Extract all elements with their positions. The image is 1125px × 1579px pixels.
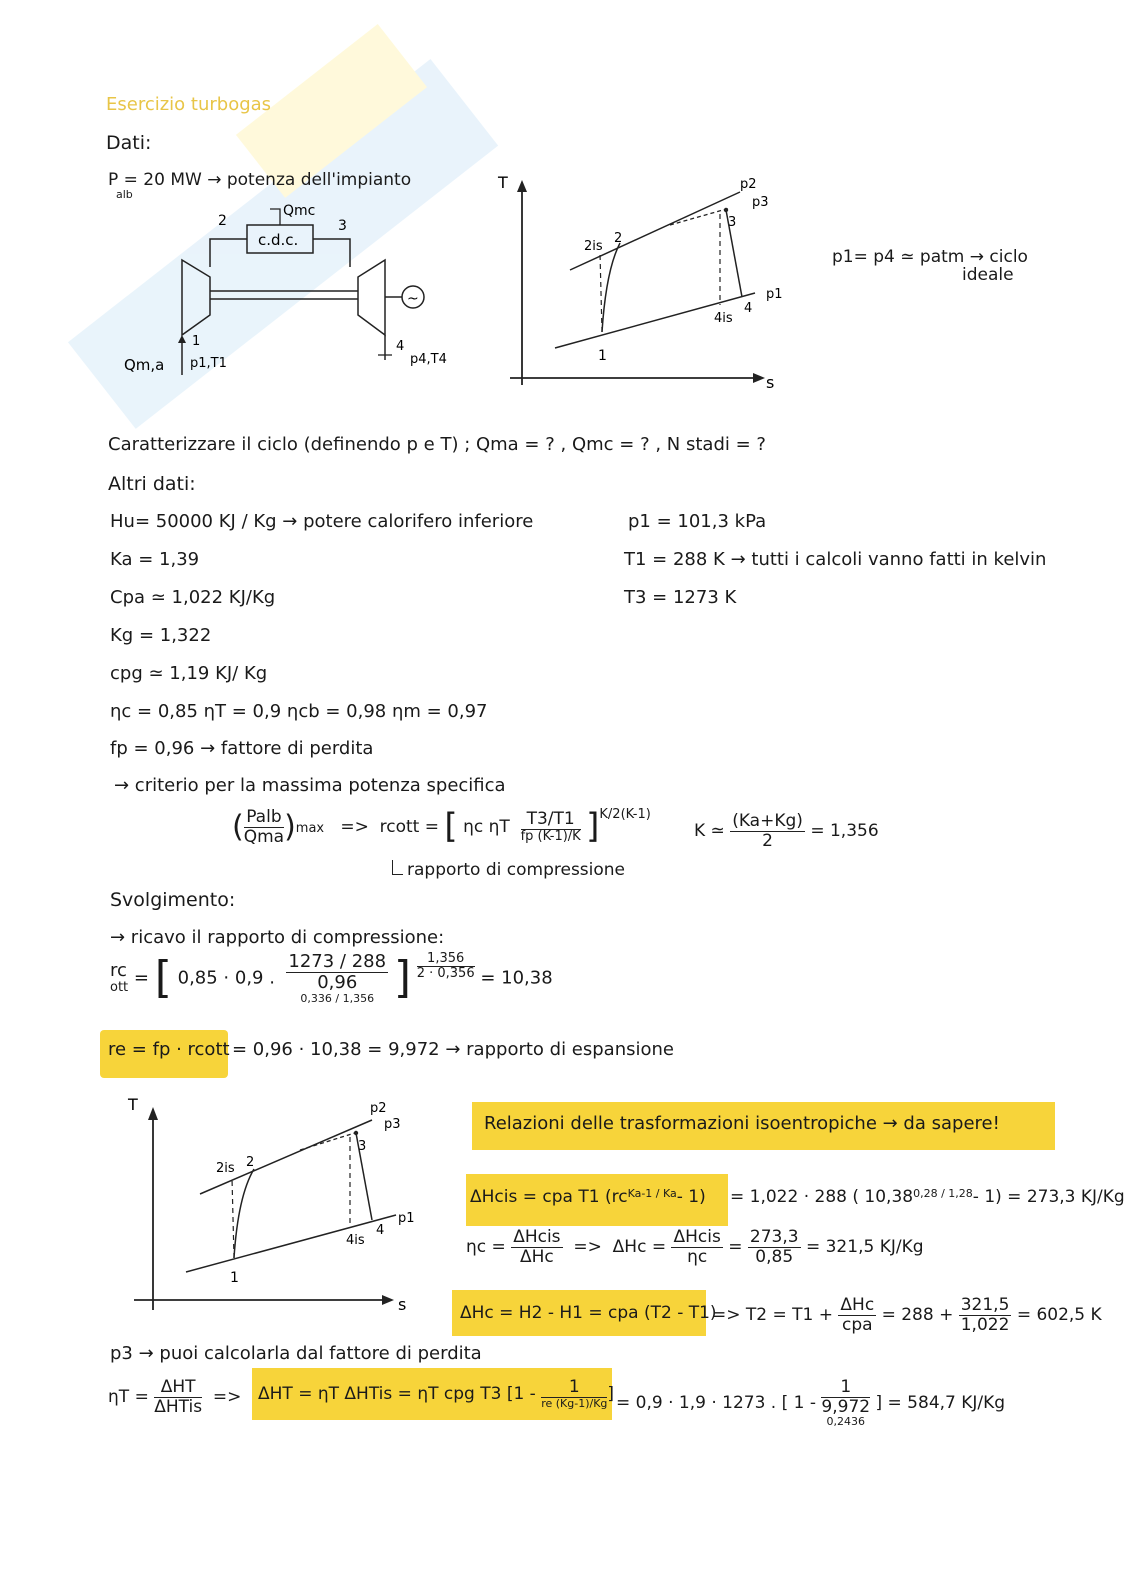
inlet-state-label: p1,T1 (190, 356, 227, 371)
outlet-state-label: p4,T4 (410, 352, 447, 367)
dhcis-formula: ΔHcis = cpa T1 ($rc^{Ka-1 / Ka}-$ 1) (470, 1187, 706, 1207)
data-cpa: Cpa ≃ 1,022 KJ/Kg (110, 587, 276, 608)
t2-calculation: => T2 = T1 + $\frac{\text{ΔHc}}{\text{cpa}}$ = 288 + $\frac{321,5}{1,022}$ = 602,5 K (712, 1295, 1102, 1335)
plant-schematic (110, 195, 447, 380)
qma-label: Qm,a (124, 356, 165, 374)
data-p1: p1 = 101,3 kPa (628, 511, 767, 532)
s-axis-label-2: s (398, 1295, 407, 1314)
ricavo-line: → ricavo il rapporto di compressione: (110, 927, 445, 948)
task-line: Caratterizzare il ciclo (definendo p e T) ; Qma = ? , Qmc = ? , N stadi = ? (108, 434, 766, 455)
etac-line: ηc = $\frac{\text{ΔHcis}}{\text{ΔHc}}$ => ΔHc = $\frac{\text{ΔHcis}}{\eta c}$ = $\frac{273,3}{0,85}$ = 321,5 KJ/Kg (466, 1227, 924, 1267)
data-ka: Ka = 1,39 (110, 549, 200, 570)
re-result: = 0,96 · 10,38 = 9,972 → rapporto di espansione (232, 1039, 674, 1060)
dhc-formula: ΔHc = H2 - H1 = cpa (T2 - T1) (460, 1303, 717, 1323)
dht-formula: ΔHT = ηT ΔHTis = ηT cpg T3 [1 - $\frac{1}{re (Kg-1)/Kg}$ ] (258, 1377, 615, 1410)
point-2-2: 2 (246, 1155, 255, 1170)
data-t1: T1 = 288 K → tutti i calcoli vanno fatti in kelvin (624, 549, 1047, 570)
re-formula: re = fp · rcott (108, 1039, 230, 1060)
palb-line: P = 20 MW → potenza dell'impianto (108, 170, 412, 190)
p1-label: p1 (766, 287, 783, 302)
t-axis-label-2: T (128, 1095, 138, 1114)
point-1-2: 1 (230, 1270, 239, 1286)
ts-diagram-top (490, 170, 790, 395)
dhcis-result: = 1,022 · 288 ( $10,38^{0,28 / 1,28}-$ 1) = 273,3 KJ/Kg (730, 1187, 1125, 1207)
point-2is-2: 2is (216, 1161, 235, 1176)
point-3: 3 (728, 215, 737, 230)
t-axis-label: T (498, 173, 508, 192)
point-4is: 4is (714, 311, 733, 326)
ideal-note-2: ideale (962, 265, 1014, 285)
compressor-shape (182, 260, 210, 335)
station-2: 2 (218, 213, 227, 229)
data-cpg: cpg ≃ 1,19 KJ/ Kg (110, 663, 268, 684)
page-title: Esercizio turbogas (106, 94, 272, 115)
qmc-label: Qmc (283, 203, 316, 219)
palb-sub: alb (116, 188, 133, 201)
data-t3: T3 = 1273 K (624, 587, 737, 608)
point-4is-2: 4is (346, 1233, 365, 1248)
rcott-note: rapporto di compressione (392, 860, 625, 880)
p3-label-2: p3 (384, 1117, 401, 1132)
cdc-label: c.d.c. (258, 231, 299, 249)
point-1: 1 (598, 348, 607, 364)
turbine-shape (358, 260, 385, 335)
point-2: 2 (614, 231, 623, 246)
generator-symbol: ~ (407, 291, 419, 307)
k-average: K ≃ $\frac{(Ka+Kg)}{2}$ = 1,356 (694, 811, 879, 851)
criterio-line: → criterio per la massima potenza specifica (114, 775, 506, 796)
ts-diagram-bottom (110, 1090, 420, 1320)
p3-label: p3 (752, 195, 769, 210)
station-1: 1 (192, 334, 201, 349)
svolgimento-label: Svolgimento: (110, 889, 236, 911)
relazioni-heading: Relazioni delle trasformazioni isoentropiche → da sapere! (484, 1113, 1000, 1134)
p2-label-2: p2 (370, 1101, 387, 1116)
p3-line: p3 → puoi calcolarla dal fattore di perdita (110, 1343, 482, 1364)
data-hu: Hu= 50000 KJ / Kg → potere calorifero inferiore (110, 511, 534, 532)
p2-label: p2 (740, 177, 757, 192)
station-3: 3 (338, 218, 347, 234)
formula-rcott: ( $\frac{\text{Palb}}{\text{Qma}}$ )max => rcott = [ ηc ηT $\frac{T3/T1}{fp (K-1)/K}$ ]$^{K/2(K-1)}$ (232, 806, 651, 847)
point-3-2: 3 (358, 1139, 367, 1154)
dht-result: = 0,9 · 1,9 · 1273 . [ 1 - 1 9,972 0,2436 ] = 584,7 KJ/Kg (616, 1377, 1006, 1429)
altri-dati-label: Altri dati: (108, 473, 196, 495)
s-axis-label: s (766, 373, 775, 392)
rc-calculation: rc ott = [ 0,85 · 0,9 . 1273 / 288 0,96 0,336 / 1,356 ] $\frac{1,356}{2 \cdot 0,356}$ = 10,38 (110, 951, 553, 1005)
etat-definition: ηT = $\frac{\text{ΔHT}}{\text{ΔHTis}}$ => (108, 1377, 242, 1417)
data-fp: fp = 0,96 → fattore di perdita (110, 738, 374, 759)
dati-label: Dati: (106, 132, 152, 154)
point-2is: 2is (584, 239, 603, 254)
data-kg: Kg = 1,322 (110, 625, 212, 646)
p1-label-2: p1 (398, 1211, 415, 1226)
data-efficiencies: ηc = 0,85 ηT = 0,9 ηcb = 0,98 ηm = 0,97 (110, 701, 488, 722)
point-4-2: 4 (376, 1223, 385, 1238)
ideal-note-1: p1= p4 ≃ patm → ciclo (832, 247, 1028, 267)
station-4: 4 (396, 339, 405, 354)
isobar-high (570, 192, 740, 270)
point-4: 4 (744, 301, 753, 316)
